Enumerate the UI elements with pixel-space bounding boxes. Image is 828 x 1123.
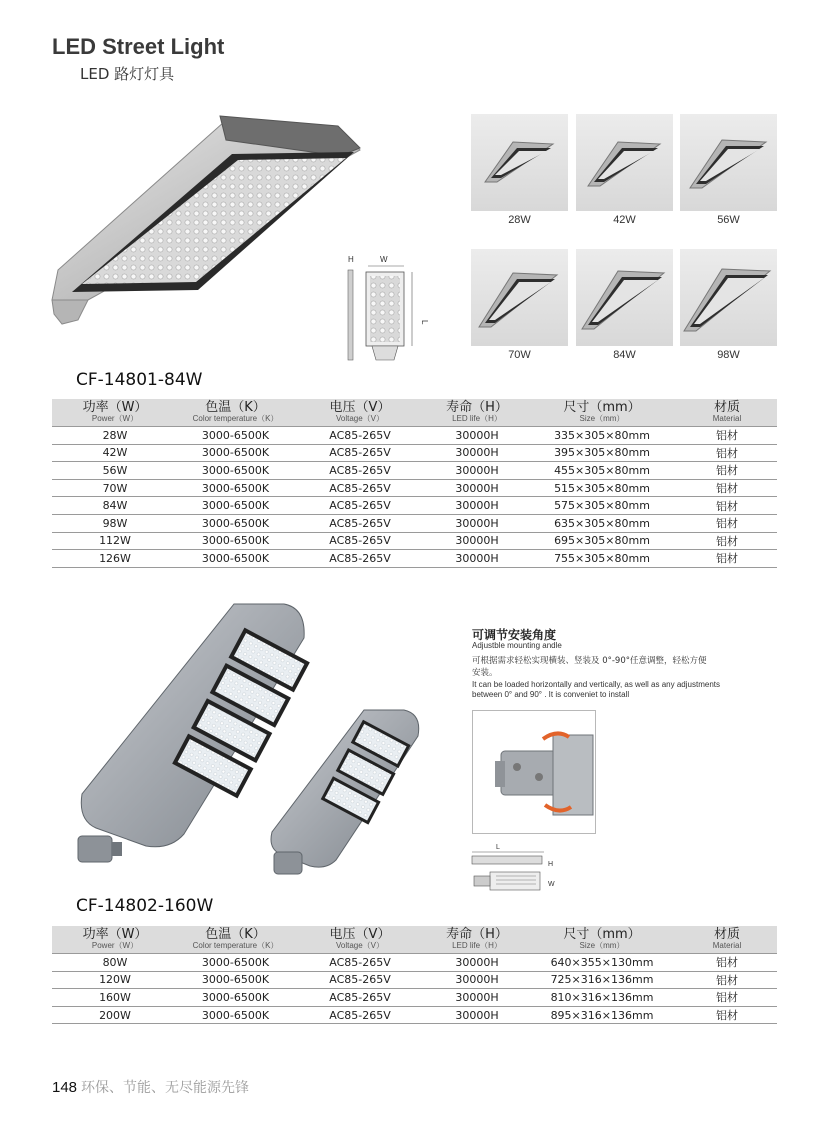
cell-size: 725×316×136mm xyxy=(527,971,677,989)
cell-life: 30000H xyxy=(427,462,527,480)
cell-life: 30000H xyxy=(427,550,527,568)
cell-voltage: AC85-265V xyxy=(293,479,427,497)
cell-life: 30000H xyxy=(427,497,527,515)
mounting-bracket-photo xyxy=(472,710,596,834)
adjustable-angle-title: 可调节安装角度 xyxy=(472,628,557,642)
cell-material: 铝材 xyxy=(677,444,777,462)
cell-material: 铝材 xyxy=(677,427,777,445)
cell-power: 98W xyxy=(52,514,178,532)
header-power-en: Power（W） xyxy=(91,414,139,423)
page-number: 148 xyxy=(52,1079,78,1096)
cell-size: 515×305×80mm xyxy=(527,479,677,497)
page-title: LED Street Light xyxy=(52,34,225,59)
cell-life: 30000H xyxy=(427,514,527,532)
table-row xyxy=(52,989,777,1007)
cell-material: 铝材 xyxy=(677,497,777,515)
cell-size: 335×305×80mm xyxy=(527,427,677,445)
cell-voltage: AC85-265V xyxy=(293,954,427,972)
adjustable-angle-subtitle: Adjustble mounting andle xyxy=(472,641,562,650)
page-subtitle: LED 路灯灯具 xyxy=(80,65,175,83)
cell-color-temp: 3000-6500K xyxy=(178,971,293,989)
table-row xyxy=(52,444,777,462)
cell-material: 铝材 xyxy=(677,971,777,989)
header-material-en: Material xyxy=(712,414,742,423)
cell-size: 455×305×80mm xyxy=(527,462,677,480)
cell-power: 160W xyxy=(52,989,178,1007)
thumbnail-label-98w: 98W xyxy=(717,349,740,361)
thumbnail-label-42w: 42W xyxy=(613,214,636,226)
cell-life: 30000H xyxy=(427,444,527,462)
cell-color-temp: 3000-6500K xyxy=(178,514,293,532)
header-power-en: Power（W） xyxy=(91,941,139,950)
page-footer xyxy=(52,1077,249,1097)
cell-color-temp: 3000-6500K xyxy=(178,462,293,480)
header-material-en: Material xyxy=(712,941,742,950)
cell-color-temp: 3000-6500K xyxy=(178,1006,293,1024)
header-voltage-en: Voltage（V） xyxy=(335,941,385,950)
header-color-temp-en: Color temperature（K） xyxy=(192,941,279,950)
cell-size: 635×305×80mm xyxy=(527,514,677,532)
header-voltage: 电压（V） xyxy=(329,927,391,942)
cell-voltage: AC85-265V xyxy=(293,427,427,445)
cell-color-temp: 3000-6500K xyxy=(178,550,293,568)
cell-voltage: AC85-265V xyxy=(293,462,427,480)
cell-power: 120W xyxy=(52,971,178,989)
header-voltage: 电压（V） xyxy=(329,400,391,415)
cell-power: 84W xyxy=(52,497,178,515)
footer-slogan: 环保、节能、无尽能源先锋 xyxy=(81,1080,250,1096)
table-row xyxy=(52,479,777,497)
cell-life: 30000H xyxy=(427,1006,527,1024)
dim-h-label: H xyxy=(348,255,354,264)
street-light-160w-image xyxy=(74,598,430,880)
cell-size: 695×305×80mm xyxy=(527,532,677,550)
cell-color-temp: 3000-6500K xyxy=(178,532,293,550)
thumbnail-28w xyxy=(471,114,568,211)
cell-power: 42W xyxy=(52,444,178,462)
spec-table-2 xyxy=(52,926,777,1024)
table-row xyxy=(52,532,777,550)
header-color-temp: 色温（K） xyxy=(205,927,266,942)
header-size: 尺寸（mm） xyxy=(563,400,641,415)
header-voltage-en: Voltage（V） xyxy=(335,414,385,423)
header-material: 材质 xyxy=(713,400,740,415)
thumbnail-label-56w: 56W xyxy=(717,214,740,226)
cell-life: 30000H xyxy=(427,427,527,445)
header-size: 尺寸（mm） xyxy=(563,927,641,942)
header-size-en: Size（mm） xyxy=(579,414,625,423)
cell-size: 575×305×80mm xyxy=(527,497,677,515)
cell-life: 30000H xyxy=(427,971,527,989)
spec-table-1 xyxy=(52,399,777,568)
cell-power: 126W xyxy=(52,550,178,568)
cell-life: 30000H xyxy=(427,479,527,497)
dim2-w-label: W xyxy=(548,881,555,888)
table-row xyxy=(52,427,777,445)
cell-color-temp: 3000-6500K xyxy=(178,479,293,497)
cell-voltage: AC85-265V xyxy=(293,497,427,515)
dimension-drawing-84w xyxy=(342,254,434,370)
cell-material: 铝材 xyxy=(677,954,777,972)
cell-material: 铝材 xyxy=(677,462,777,480)
cell-power: 70W xyxy=(52,479,178,497)
header-color-temp: 色温（K） xyxy=(205,400,266,415)
cell-life: 30000H xyxy=(427,532,527,550)
table-row xyxy=(52,971,777,989)
adjustable-angle-desc-cn: 可根据需求轻松实现横装、竖装及 0°-90°任意调整，轻松方便安装。 xyxy=(472,656,707,678)
cell-size: 640×355×130mm xyxy=(527,954,677,972)
table-row xyxy=(52,550,777,568)
thumbnail-56w xyxy=(680,114,777,211)
dim2-h-label: H xyxy=(548,861,554,868)
cell-color-temp: 3000-6500K xyxy=(178,954,293,972)
table-row xyxy=(52,514,777,532)
cell-size: 810×316×136mm xyxy=(527,989,677,1007)
cell-voltage: AC85-265V xyxy=(293,989,427,1007)
cell-power: 112W xyxy=(52,532,178,550)
cell-voltage: AC85-265V xyxy=(293,444,427,462)
street-light-84w-image xyxy=(48,110,368,335)
thumbnail-label-70w: 70W xyxy=(508,349,531,361)
cell-size: 755×305×80mm xyxy=(527,550,677,568)
cell-material: 铝材 xyxy=(677,479,777,497)
header-power: 功率（W） xyxy=(82,400,148,415)
adjustable-angle-desc-en: It can be loaded horizontally and vertically, as well as any adjustments between 0° and 90° . It is conveniet to install xyxy=(472,680,720,699)
cell-power: 80W xyxy=(52,954,178,972)
thumbnail-98w xyxy=(680,249,777,346)
cell-color-temp: 3000-6500K xyxy=(178,444,293,462)
thumbnail-84w xyxy=(576,249,673,346)
header-life: 寿命（H） xyxy=(446,927,508,942)
header-material: 材质 xyxy=(713,927,740,942)
cell-life: 30000H xyxy=(427,954,527,972)
cell-material: 铝材 xyxy=(677,989,777,1007)
cell-color-temp: 3000-6500K xyxy=(178,427,293,445)
cell-power: 200W xyxy=(52,1006,178,1024)
cell-power: 56W xyxy=(52,462,178,480)
table-row xyxy=(52,462,777,480)
dim2-l-label: L xyxy=(496,844,500,851)
cell-color-temp: 3000-6500K xyxy=(178,497,293,515)
dimension-drawing-160w xyxy=(468,842,564,894)
thumbnail-70w xyxy=(471,249,568,346)
product-model-1: CF-14801-84W xyxy=(76,370,203,390)
cell-color-temp: 3000-6500K xyxy=(178,989,293,1007)
header-power: 功率（W） xyxy=(82,927,148,942)
cell-material: 铝材 xyxy=(677,550,777,568)
cell-voltage: AC85-265V xyxy=(293,550,427,568)
thumbnail-label-84w: 84W xyxy=(613,349,636,361)
header-life-en: LED life（H） xyxy=(452,941,502,950)
thumbnail-42w xyxy=(576,114,673,211)
cell-size: 395×305×80mm xyxy=(527,444,677,462)
table-row xyxy=(52,497,777,515)
dim-w-label: W xyxy=(380,255,388,264)
cell-power: 28W xyxy=(52,427,178,445)
thumbnail-label-28w: 28W xyxy=(508,214,531,226)
table-header-row xyxy=(52,399,777,427)
cell-size: 895×316×136mm xyxy=(527,1006,677,1024)
dim-l-label: L xyxy=(420,320,429,325)
header-life: 寿命（H） xyxy=(446,400,508,415)
cell-life: 30000H xyxy=(427,989,527,1007)
cell-voltage: AC85-265V xyxy=(293,971,427,989)
header-color-temp-en: Color temperature（K） xyxy=(192,414,279,423)
header-life-en: LED life（H） xyxy=(452,414,502,423)
cell-voltage: AC85-265V xyxy=(293,1006,427,1024)
cell-material: 铝材 xyxy=(677,514,777,532)
cell-material: 铝材 xyxy=(677,532,777,550)
table-row xyxy=(52,1006,777,1024)
cell-material: 铝材 xyxy=(677,1006,777,1024)
table-row xyxy=(52,954,777,972)
table-header-row xyxy=(52,926,777,954)
product-model-2: CF-14802-160W xyxy=(76,896,214,916)
cell-voltage: AC85-265V xyxy=(293,532,427,550)
cell-voltage: AC85-265V xyxy=(293,514,427,532)
header-size-en: Size（mm） xyxy=(579,941,625,950)
